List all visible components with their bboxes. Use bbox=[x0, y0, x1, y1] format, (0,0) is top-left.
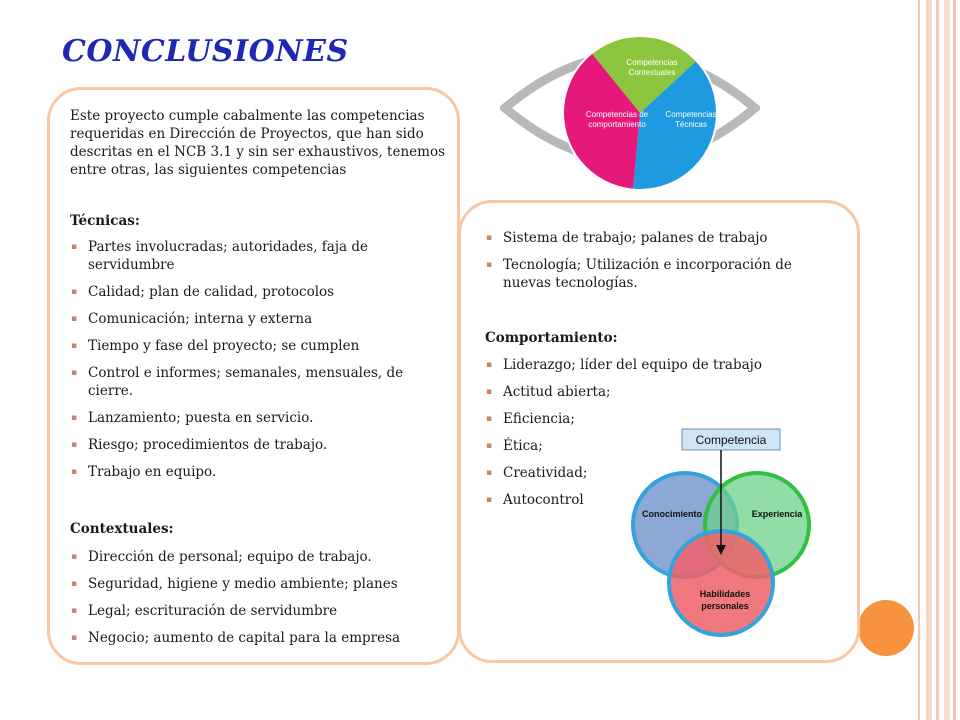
bullet-icon: ▪ bbox=[486, 468, 493, 478]
eye-label-right-2: Técnicas bbox=[674, 120, 708, 129]
eye-label-left-2: comportamiento bbox=[588, 120, 646, 129]
tecnicas-list bbox=[70, 238, 440, 490]
tecnicas-item-text: Trabajo en equipo. bbox=[88, 464, 217, 480]
competencia-venn-diagram bbox=[625, 425, 825, 640]
contextuales-list bbox=[70, 548, 450, 656]
tecnicas-heading: Técnicas: bbox=[70, 213, 140, 229]
eye-label-right-1: Competencias bbox=[665, 110, 717, 119]
tecnicas-item bbox=[70, 409, 440, 427]
tecnicas-item-text: Riesgo; procedimientos de trabajo. bbox=[88, 437, 328, 453]
comportamiento-item-text: Liderazgo; líder del equipo de trabajo bbox=[503, 357, 762, 373]
bullet-icon: ▪ bbox=[486, 441, 493, 451]
venn-text-habilidades-1: Habilidades bbox=[699, 589, 751, 599]
bullet-icon: ▪ bbox=[71, 413, 78, 423]
contextuales-item-text: Dirección de personal; equipo de trabajo. bbox=[88, 549, 372, 565]
bullet-icon: ▪ bbox=[71, 440, 78, 450]
tecnicas-item bbox=[70, 337, 440, 355]
venn-text-experiencia: Experiencia bbox=[751, 509, 803, 519]
right-top-item-text: Sistema de trabajo; palanes de trabajo bbox=[503, 230, 768, 246]
eye-label-top-2: Contextuales bbox=[628, 68, 676, 77]
tecnicas-item bbox=[70, 238, 440, 274]
decor-stripe bbox=[953, 0, 956, 720]
bullet-icon: ▪ bbox=[71, 552, 78, 562]
comportamiento-item-text: Ética; bbox=[503, 438, 543, 454]
comportamiento-item-text: Actitud abierta; bbox=[503, 384, 611, 400]
decor-stripe bbox=[936, 0, 939, 720]
bullet-icon: ▪ bbox=[71, 606, 78, 616]
bullet-icon: ▪ bbox=[71, 341, 78, 351]
bullet-icon: ▪ bbox=[486, 495, 493, 505]
right-top-item-text: Tecnología; Utilización e incorporación de nuevas tecnologías. bbox=[503, 257, 792, 291]
tecnicas-item-text: Calidad; plan de calidad, protocolos bbox=[88, 284, 335, 300]
bullet-icon: ▪ bbox=[71, 368, 78, 378]
bullet-icon: ▪ bbox=[71, 242, 78, 252]
comportamiento-heading: Comportamiento: bbox=[485, 330, 618, 346]
eye-label-top-1: Competencias bbox=[626, 58, 678, 67]
contextuales-item-text: Legal; escrituración de servidumbre bbox=[88, 603, 338, 619]
eye-label-left-1: Competencias de bbox=[585, 110, 649, 119]
comportamiento-item-text: Eficiencia; bbox=[503, 411, 575, 427]
tecnicas-item bbox=[70, 364, 440, 400]
bullet-icon: ▪ bbox=[71, 314, 78, 324]
tecnicas-item-text: Partes involucradas; autoridades, faja de servidumbre bbox=[88, 239, 369, 273]
bullet-icon: ▪ bbox=[71, 287, 78, 297]
decor-stripe bbox=[944, 0, 950, 720]
contextuales-item bbox=[70, 575, 450, 593]
right-top-list bbox=[485, 229, 835, 301]
tecnicas-item-text: Comunicación; interna y externa bbox=[88, 311, 313, 327]
bullet-icon: ▪ bbox=[486, 360, 493, 370]
contextuales-item-text: Negocio; aumento de capital para la empresa bbox=[88, 630, 401, 646]
decor-stripe bbox=[926, 0, 932, 720]
intro-paragraph: Este proyecto cumple cabalmente las competencias requeridas en Dirección de Proyectos, que han sido descritas en el NCB 3.1 y sin ser exhaustivos, tenemos entre otras, las siguientes competencias bbox=[70, 108, 446, 178]
right-top-item bbox=[485, 256, 835, 292]
tecnicas-item-text: Lanzamiento; puesta en servicio. bbox=[88, 410, 314, 426]
venn-text-habilidades-2: personales bbox=[701, 601, 749, 611]
bullet-icon: ▪ bbox=[486, 233, 493, 243]
decor-stripe bbox=[918, 0, 920, 720]
tecnicas-item bbox=[70, 310, 440, 328]
tecnicas-item-text: Control e informes; semanales, mensuales, de cierre. bbox=[88, 365, 404, 399]
venn-text-conocimiento: Conocimiento bbox=[642, 509, 702, 519]
contextuales-item-text: Seguridad, higiene y medio ambiente; planes bbox=[88, 576, 398, 592]
slide-title: CONCLUSIONES bbox=[62, 34, 349, 69]
comportamiento-item-text: Creatividad; bbox=[503, 465, 588, 481]
comportamiento-item bbox=[485, 383, 815, 401]
tecnicas-item bbox=[70, 436, 440, 454]
bullet-icon: ▪ bbox=[486, 387, 493, 397]
bullet-icon: ▪ bbox=[486, 414, 493, 424]
bullet-icon: ▪ bbox=[71, 633, 78, 643]
contextuales-item bbox=[70, 629, 450, 647]
tecnicas-item bbox=[70, 463, 440, 481]
bullet-icon: ▪ bbox=[71, 467, 78, 477]
contextuales-item bbox=[70, 548, 450, 566]
contextuales-heading: Contextuales: bbox=[70, 521, 174, 537]
comportamiento-item-text: Autocontrol bbox=[503, 492, 584, 508]
right-top-item bbox=[485, 229, 835, 247]
comportamiento-item bbox=[485, 356, 815, 374]
bullet-icon: ▪ bbox=[486, 260, 493, 270]
venn-label-competencia: Competencia bbox=[695, 433, 767, 447]
competencies-eye-diagram bbox=[500, 28, 760, 198]
contextuales-item bbox=[70, 602, 450, 620]
tecnicas-item bbox=[70, 283, 440, 301]
tecnicas-item-text: Tiempo y fase del proyecto; se cumplen bbox=[88, 338, 360, 354]
bullet-icon: ▪ bbox=[71, 579, 78, 589]
decor-circle bbox=[858, 600, 914, 656]
